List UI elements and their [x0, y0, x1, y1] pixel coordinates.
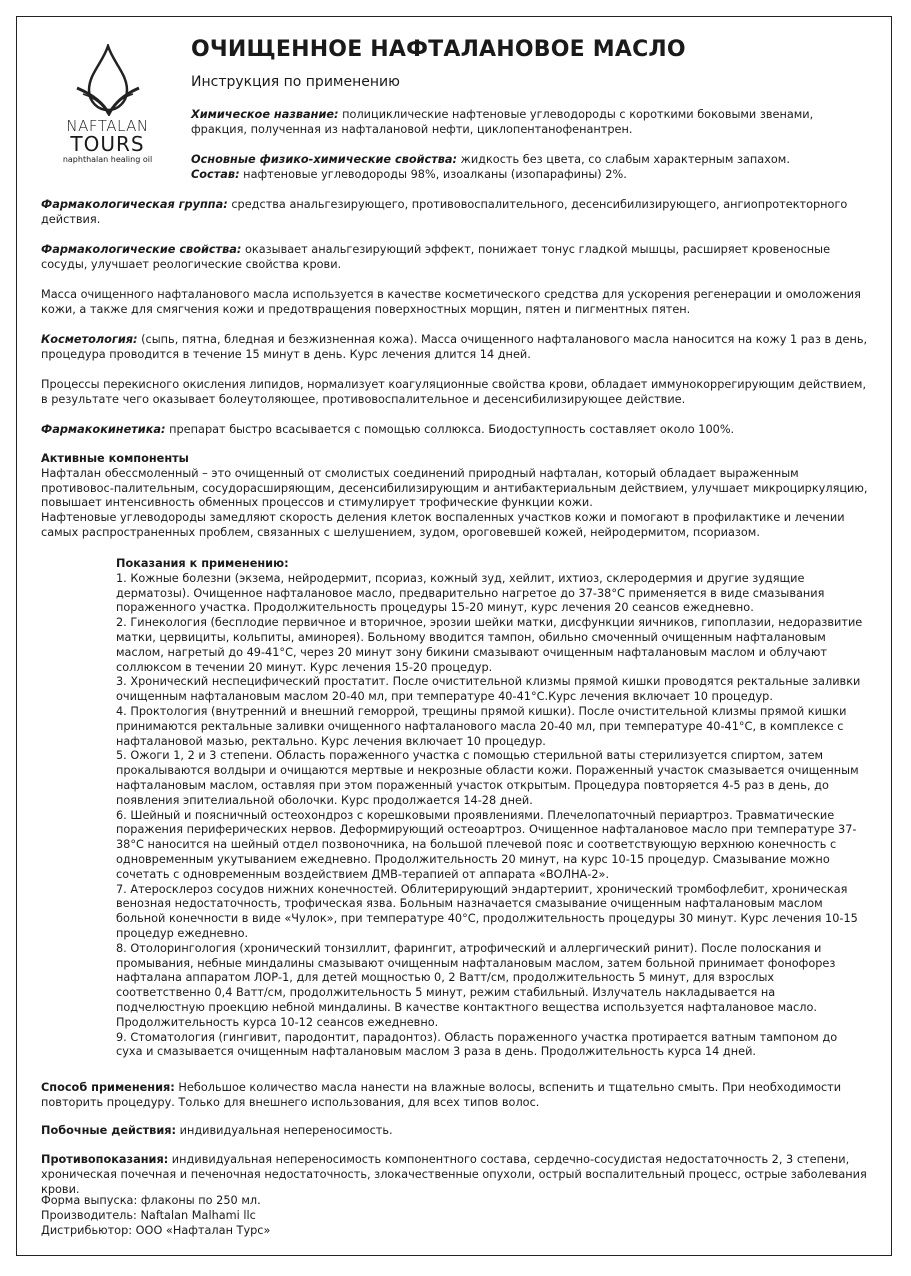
pharm-props-text: оказывает анальгезирующий эффект, понижает тонус гладкой мышцы, расширяет кровеносные сосуды, улучшает реологические свойства крови.	[41, 243, 831, 271]
footer-info	[41, 1194, 873, 1238]
document-title: ОЧИЩЕННОЕ НАФТАЛАНОВОЕ МАСЛО	[191, 37, 686, 62]
list-item: 8. Отолорингология (хронический тонзиллит, фарингит, атрофический и аллергический ринит). После полоскания и промывания, небные миндалины смазывают очищенным нафталановым маслом, затем больной принимает фонофорез нафталана аппаратом ЛОР-1, для детей мощностью 0, 2 Ватт/см, продолжительность 5 минут, для взрослых соответственно 0,4 Ватт/см, продолжительность 5 минут, режим стабильный. Излучатель накладывается на подчелюстную проекцию небной миндалины. В качестве контактного вещества используется нафталановое масло. Продолжительность курса 10-12 сеансов ежедневно.	[116, 941, 836, 1029]
pharm-group-text: средства анальгезирующего, противовоспалительного, десенсибилизирующего, ангиопротекторного действия.	[41, 198, 848, 226]
side-effects-paragraph	[41, 1124, 873, 1139]
pharm-group-paragraph	[41, 198, 873, 228]
indications-heading: Показания к применению:	[116, 557, 289, 570]
pharmacokinetics-paragraph	[41, 423, 873, 438]
pharm-group-label: Фармакологическая группа:	[41, 198, 228, 211]
oxidation-paragraph: Процессы перекисного окисления липидов, нормализует коагуляционные свойства крови, обладает иммунокоррегирующим действием, в результате чего оказывает болеутоляющее, противовоспалительное и десенсибилизирующее действие.	[41, 378, 867, 406]
list-item: 3. Хронический неспецифический простатит. После очистительной клизмы прямой кишки проводятся ректальные заливки очищенным нафталановым маслом 20-40 мл, при температуре 40-41°С.Курс лечения включает 10 процедур.	[116, 675, 861, 704]
indications-block	[116, 557, 864, 1060]
document-subtitle: Инструкция по применению	[191, 74, 400, 90]
pharmacokinetics-text: препарат быстро всасывается с помощью соллюкса. Биодоступность составляет около 100%.	[165, 423, 735, 436]
contraindications-paragraph	[41, 1153, 873, 1197]
composition-paragraph	[191, 168, 841, 183]
list-item: 2. Гинекология (бесплодие первичное и вторичное, эрозии шейки матки, дисфункции яичников, гипоплазии, недоразвитие матки, цервициты, кольпиты, аминорея). Больному вводится тампон, обильно смоченный очищенным нафталановым маслом, нагретый до 49-41°С, через 20 минут зону бикини смазывают очищенным нафталановым маслом и облучают соллюксом в течении 20 минут. Курс лечения 15-20 процедур.	[116, 616, 863, 674]
list-item: 1. Кожные болезни (экзема, нейродермит, псориаз, кожный зуд, хейлит, ихтиоз, склеродермия и другие зудящие дерматозы). Очищенное нафталановое масло, предварительно нагретое до 37-38°С применяется в виде смазывания пораженного участка. Продолжительность процедуры 15-20 минут, курс лечения 20 сеансов ежедневно.	[116, 571, 825, 615]
list-item: 6. Шейный и поясничный остеохондроз с корешковыми проявлениями. Плечелопаточный периартроз. Травматические поражения периферических нервов. Деформирующий остеоартроз. Очищенное нафталановое масло при температуре 37-38°С наносится на шейный отдел позвоночника, на большой плечевой пояс и соответствующую верхнюю конечность с одновременным укутыванием ежедневно. Продолжительность 20 минут, на курс 10-15 процедур. Смазывание можно сочетать с одновременным воздействием ДМВ-терапией от аппарата «ВОЛНА-2».	[116, 808, 857, 881]
chem-name-label: Химическое название:	[191, 108, 339, 121]
logo-brand-line2: TOURS	[70, 132, 145, 156]
pharm-props-paragraph	[41, 243, 873, 273]
brand-logo	[40, 44, 175, 169]
manufacturer: Производитель: Naftalan Malhami llc	[41, 1208, 256, 1222]
cosmetology-text: (сыпь, пятна, бледная и безжизненная кожа). Масса очищенного нафталанового масла наносится на кожу 1 раз в день, процедура проводится в течение 15 минут в день. Курс лечения длится 14 дней.	[41, 333, 868, 361]
active-components-heading: Активные компоненты	[41, 452, 189, 465]
oil-drop-icon	[73, 44, 143, 116]
side-effects-label: Побочные действия:	[41, 1124, 177, 1137]
active-components-text2: Нафтеновые углеводороды замедляют скорость деления клеток воспаленных участков кожи и помогают в профилактике и лечении самых распространенных проблем, связанных с шелушением, зудом, ороговевшей кожей, нейродермитом, псориазом.	[41, 511, 845, 539]
active-components-text1: Нафталан обессмоленный – это очищенный от смолистых соединений природный нафталан, который обладает выраженным противовос-палительным, сосудорасширяющим, десенсибилизирующим и антибактериальным действием, улучшает микроциркуляцию, повышает интенсивность обменных процессов и стимулирует трофические функции кожи.	[41, 466, 868, 510]
physchem-text: жидкость без цвета, со слабым характерным запахом.	[457, 153, 790, 166]
distributor: Дистрибьютор: ООО «Нафталан Турс»	[41, 1223, 271, 1237]
cosmetology-label: Косметология:	[41, 333, 138, 346]
list-item: 7. Атеросклероз сосудов нижних конечностей. Облитерирующий эндартериит, хронический тромбофлебит, хроническая венозная недостаточность, трофическая язва. Больным назначается смазывание очищенным нафталановым маслом больной конечности в виде «Чулок», при температуре 40°С, продолжительность процедуры 30 минут. Курс лечения 10-15 процедур ежедневно.	[116, 882, 858, 940]
physchem-paragraph	[191, 153, 841, 168]
physchem-label: Основные физико-химические свойства:	[191, 153, 458, 166]
usage-paragraph	[41, 1081, 873, 1111]
active-components-block	[41, 452, 873, 541]
chem-name-paragraph	[191, 108, 841, 138]
list-item: 9. Стоматология (гингивит, пародонтит, парадонтоз). Область пораженного участка протирается ватным тампоном до суха и смазывается очищенным нафталановым маслом 3 раза в день. Продолжительность курса 14 дней.	[116, 1030, 838, 1059]
pharmacokinetics-label: Фармакокинетика:	[41, 423, 166, 436]
side-effects-text: индивидуальная непереносимость.	[176, 1124, 393, 1137]
composition-label: Состав:	[191, 168, 240, 181]
pharm-props-label: Фармакологические свойства:	[41, 243, 242, 256]
logo-tagline: naphthalan healing oil	[62, 155, 153, 164]
contraindications-text: индивидуальная непереносимость компонентного состава, сердечно-сосудистая недостаточность 2, 3 степени, хроническая почечная и печеночная недостаточность, злокачественные опухоли, острый воспалительный процесс, острые заболевания крови.	[41, 1153, 867, 1196]
release-form: Форма выпуска: флаконы по 250 мл.	[41, 1194, 261, 1207]
list-item: 4. Проктология (внутренний и внешний геморрой, трещины прямой кишки). После очистительной клизмы прямой кишки принимаются ректальные заливки очищенного нафталанового масла 20-40 мл, при температуре 40-41°С, в комплексе с нафталановой мазью, ректально. Курс лечения включает 10 процедур.	[116, 704, 847, 748]
composition-text: нафтеновые углеводороды 98%, изоалканы (изопарафины) 2%.	[239, 168, 627, 181]
contraindications-label: Противопоказания:	[41, 1153, 169, 1166]
list-item: 5. Ожоги 1, 2 и 3 степени. Область пораженного участка с помощью стерильной ваты стерилизуется спиртом, затем прокалываются волдыри и очищаются мертвые и некрозные области кожи. Пораженный участок смазывается очищенным нафталановым маслом, оставляя при этом пораженный участок открытым. Процедура повторяется 4-5 раз в день, до появления эпителиальной оболочки. Курс продолжается 14-28 дней.	[116, 749, 859, 807]
usage-text: Небольшое количество масла нанести на влажные волосы, вспенить и тщательно смыть. При необходимости повторить процедуру. Только для внешнего использования, для всех типов волос.	[41, 1081, 842, 1109]
mass-paragraph: Масса очищенного нафталанового масла используется в качестве косметического средства для ускорения регенерации и омоложения кожи, а также для смягчения кожи и предотвращения поверхностных морщин, пятен и пигментных пятен.	[41, 288, 861, 316]
chem-name-text: полициклические нафтеновые углеводороды с короткими боковыми звенами, фракция, полученная из нафталановой нефти, циклопентанофенантрен.	[191, 108, 814, 136]
logo-brand-line1: NAFTALAN	[66, 117, 149, 135]
usage-label: Способ применения:	[41, 1081, 175, 1094]
cosmetology-paragraph	[41, 333, 873, 363]
